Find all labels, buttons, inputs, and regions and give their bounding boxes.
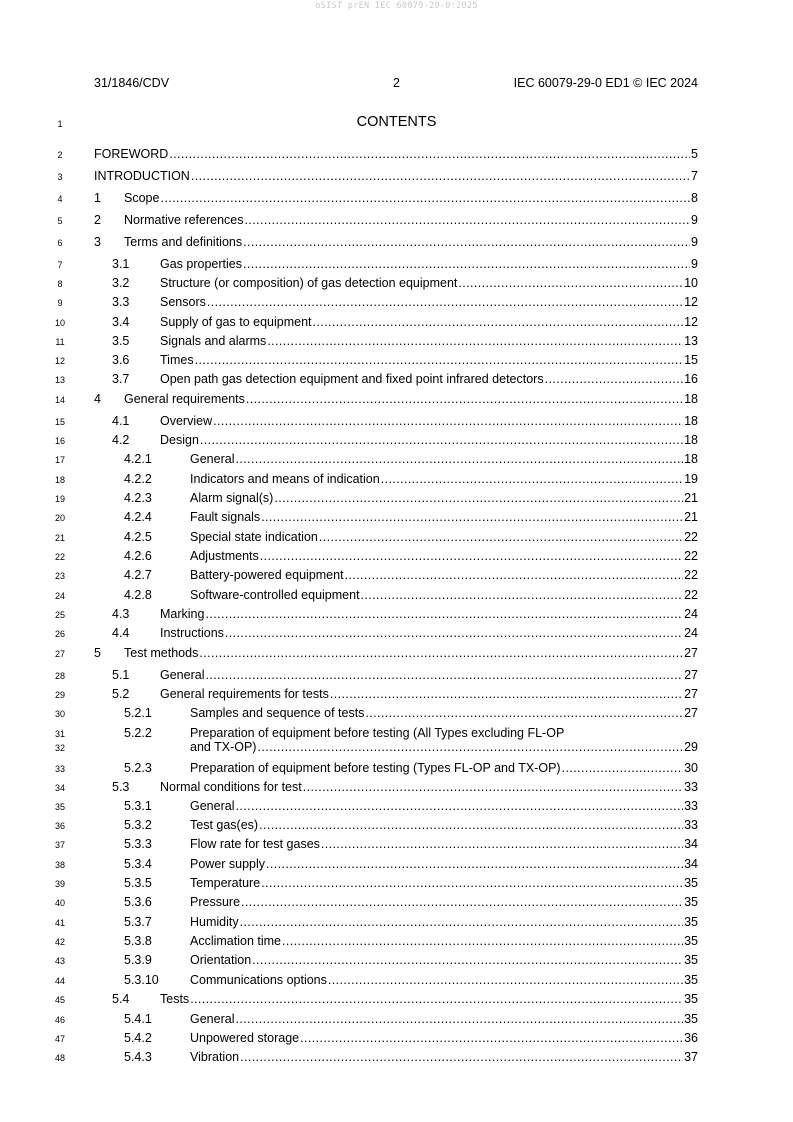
toc-entry[interactable]: [94, 894, 698, 910]
toc-entry-label: Software-controlled equipment: [190, 588, 360, 602]
toc-dot-leader: [345, 567, 684, 583]
toc-entry[interactable]: [94, 952, 698, 968]
toc-entry-label: Marking: [160, 607, 205, 621]
toc-entry-page: 7: [691, 169, 698, 183]
line-number: 34: [54, 783, 65, 793]
toc-entry[interactable]: [94, 933, 698, 949]
toc-entry-label: and TX-OP): [190, 740, 257, 754]
toc-entry-page: 35: [684, 953, 698, 967]
line-number: 7: [57, 260, 63, 270]
toc-entry-page: 35: [684, 934, 698, 948]
toc-entry-page: 22: [684, 530, 698, 544]
toc-dot-leader: [243, 234, 690, 250]
toc-entry-page: 18: [684, 414, 698, 428]
toc-entry-number: 5.3.1: [124, 799, 152, 813]
toc-entry-label: General: [190, 1012, 235, 1026]
line-number: 36: [54, 821, 65, 831]
toc-dot-leader: [225, 625, 683, 641]
toc-entry-page: 27: [684, 668, 698, 682]
toc-entry-number: 5.2.2: [124, 726, 152, 740]
toc-entry-number: 3.5: [112, 334, 130, 348]
toc-entry[interactable]: [94, 760, 698, 776]
toc-dot-leader: [246, 391, 683, 407]
toc-dot-leader: [195, 352, 684, 368]
toc-entry-page: 12: [684, 315, 698, 329]
toc-entry[interactable]: [94, 1030, 698, 1046]
toc-entry-label: Supply of gas to equipment: [160, 315, 312, 329]
line-number: 21: [54, 533, 65, 543]
toc-entry[interactable]: [94, 294, 698, 310]
toc-entry-page: 33: [684, 818, 698, 832]
toc-entry-page: 33: [684, 799, 698, 813]
toc-entry-number: 5.3.5: [124, 876, 152, 890]
toc-entry[interactable]: [94, 190, 698, 206]
line-number: 27: [54, 649, 65, 659]
toc-entry[interactable]: [94, 587, 698, 603]
toc-entry-page: 5: [691, 147, 698, 161]
toc-dot-leader: [241, 894, 683, 910]
toc-entry-continuation[interactable]: [190, 739, 698, 755]
toc-entry-page: 24: [684, 607, 698, 621]
toc-entry-page: 35: [684, 915, 698, 929]
toc-entry-label: Samples and sequence of tests: [190, 706, 365, 720]
toc-dot-leader: [235, 451, 683, 467]
toc-entry-page: 15: [684, 353, 698, 367]
line-number: 16: [54, 436, 65, 446]
toc-dot-leader: [274, 490, 683, 506]
toc-entry[interactable]: [94, 352, 698, 368]
line-number: 38: [54, 860, 65, 870]
toc-entry-page: 35: [684, 992, 698, 1006]
toc-dot-leader: [330, 686, 683, 702]
toc-entry-label: Communications options: [190, 973, 327, 987]
toc-entry[interactable]: [94, 817, 698, 833]
toc-entry-number: 5.2.1: [124, 706, 152, 720]
toc-dot-leader: [458, 275, 683, 291]
toc-entry-label: Humidity: [190, 915, 239, 929]
toc-entry-page: 35: [684, 973, 698, 987]
toc-entry-number: 5.3.3: [124, 837, 152, 851]
toc-entry-number: 3.6: [112, 353, 130, 367]
toc-entry[interactable]: [94, 856, 698, 872]
line-number: 17: [54, 455, 65, 465]
toc-dot-leader: [240, 1049, 683, 1065]
toc-entry[interactable]: [94, 333, 698, 349]
toc-entry[interactable]: [94, 991, 698, 1007]
toc-entry[interactable]: [94, 798, 698, 814]
toc-entry-number: 5.3: [112, 780, 130, 794]
toc-entry-page: 35: [684, 895, 698, 909]
toc-entry-number: 4.2.3: [124, 491, 152, 505]
toc-dot-leader: [205, 606, 683, 622]
toc-entry-label: Adjustments: [190, 549, 259, 563]
line-number: 42: [54, 937, 65, 947]
toc-entry-label: Times: [160, 353, 194, 367]
toc-entry-label: Acclimation time: [190, 934, 281, 948]
toc-entry-page: 22: [684, 588, 698, 602]
line-number: 41: [54, 918, 65, 928]
contents-title: CONTENTS: [356, 114, 437, 130]
line-number: 4: [57, 194, 63, 204]
toc-entry[interactable]: [94, 256, 698, 272]
document-watermark: oSIST prEN IEC 60079-29-0:2025: [315, 1, 478, 11]
toc-dot-leader: [260, 548, 683, 564]
toc-entry-page: 16: [684, 372, 698, 386]
toc-entry-number: 2: [94, 213, 101, 227]
toc-dot-leader: [243, 256, 690, 272]
line-number: 6: [57, 238, 63, 248]
toc-entry-page: 9: [691, 213, 698, 227]
toc-entry[interactable]: [94, 1011, 698, 1027]
header-page-number: 2: [393, 76, 400, 90]
toc-dot-leader: [282, 933, 683, 949]
toc-dot-leader: [257, 739, 683, 755]
toc-entry-page: 9: [691, 257, 698, 271]
toc-entry-page: 34: [684, 857, 698, 871]
toc-entry-page: 19: [684, 472, 698, 486]
toc-entry-number: 4.2.5: [124, 530, 152, 544]
toc-entry-number: 5.3.4: [124, 857, 152, 871]
toc-entry-number: 5.4.1: [124, 1012, 152, 1026]
toc-entry-label: Flow rate for test gases: [190, 837, 320, 851]
toc-dot-leader: [328, 972, 683, 988]
toc-entry[interactable]: [94, 314, 698, 330]
header-document-reference: 31/1846/CDV: [94, 76, 170, 90]
toc-entry-number: 5.3.9: [124, 953, 152, 967]
toc-entry-number: 5.4.2: [124, 1031, 152, 1045]
toc-dot-leader: [160, 190, 690, 206]
line-number: 5: [57, 216, 63, 226]
toc-entry-label: Battery-powered equipment: [190, 568, 344, 582]
line-number: 31: [54, 729, 65, 739]
line-number: 13: [54, 375, 65, 385]
toc-entry-number: 4.2.6: [124, 549, 152, 563]
toc-entry-page: 37: [684, 1050, 698, 1064]
toc-entry-page: 9: [691, 235, 698, 249]
toc-dot-leader: [199, 645, 683, 661]
toc-entry-label: Signals and alarms: [160, 334, 267, 348]
line-number: 25: [54, 610, 65, 620]
line-number: 35: [54, 802, 65, 812]
toc-entry[interactable]: [94, 567, 698, 583]
toc-entry[interactable]: [94, 371, 698, 387]
toc-entry[interactable]: [94, 914, 698, 930]
toc-dot-leader: [213, 413, 683, 429]
line-number: 46: [54, 1015, 65, 1025]
line-number: 45: [54, 995, 65, 1005]
line-number: 18: [54, 475, 65, 485]
toc-entry-label: Design: [160, 433, 199, 447]
toc-entry[interactable]: [94, 686, 698, 702]
toc-dot-leader: [321, 836, 683, 852]
line-number: 8: [57, 279, 63, 289]
toc-entry-page: 29: [684, 740, 698, 754]
toc-dot-leader: [562, 760, 684, 776]
toc-entry[interactable]: [94, 146, 698, 162]
toc-entry-label: Unpowered storage: [190, 1031, 300, 1045]
toc-entry-label: Structure (or composition) of gas detection equipment: [160, 276, 458, 290]
toc-entry-number: 5.4.3: [124, 1050, 152, 1064]
line-number: 30: [54, 709, 65, 719]
toc-entry[interactable]: [94, 1049, 698, 1065]
line-number: 24: [54, 591, 65, 601]
toc-entry-page: 12: [684, 295, 698, 309]
toc-dot-leader: [361, 587, 684, 603]
toc-entry[interactable]: [94, 275, 698, 291]
line-number: 11: [55, 337, 65, 347]
toc-entry-number: 3: [94, 235, 101, 249]
toc-dot-leader: [267, 333, 683, 349]
toc-entry-page: 18: [684, 392, 698, 406]
line-number: 9: [57, 298, 63, 308]
line-number: 3: [57, 172, 63, 182]
line-number: 14: [54, 395, 65, 405]
toc-entry-page: 18: [684, 452, 698, 466]
line-number: 28: [54, 671, 65, 681]
toc-dot-leader: [261, 509, 683, 525]
line-number: 10: [54, 318, 65, 328]
toc-entry-label: Open path gas detection equipment and fixed point infrared detectors: [160, 372, 544, 386]
toc-entry-page: 18: [684, 433, 698, 447]
toc-entry[interactable]: [94, 413, 698, 429]
toc-entry-page: 22: [684, 568, 698, 582]
toc-entry-number: 3.7: [112, 372, 130, 386]
toc-entry-page: 24: [684, 626, 698, 640]
toc-entry[interactable]: [94, 451, 698, 467]
toc-dot-leader: [319, 529, 683, 545]
line-number: 44: [54, 976, 65, 986]
toc-entry[interactable]: [94, 548, 698, 564]
toc-entry-label: Alarm signal(s): [190, 491, 274, 505]
toc-entry-number: 4.4: [112, 626, 130, 640]
toc-entry-label: Normal conditions for test: [160, 780, 302, 794]
toc-entry[interactable]: [94, 667, 698, 683]
toc-dot-leader: [300, 1030, 683, 1046]
toc-entry-label: General requirements for tests: [160, 687, 329, 701]
toc-dot-leader: [200, 432, 683, 448]
toc-dot-leader: [365, 705, 683, 721]
toc-dot-leader: [266, 856, 683, 872]
toc-entry-label: Test methods: [124, 646, 199, 660]
toc-entry-number: 4: [94, 392, 101, 406]
toc-dot-leader: [259, 817, 683, 833]
toc-entry-label: Indicators and means of indication: [190, 472, 380, 486]
toc-entry-number: 1: [94, 191, 101, 205]
toc-entry-label: Gas properties: [160, 257, 242, 271]
toc-entry[interactable]: [94, 234, 698, 250]
toc-dot-leader: [545, 371, 684, 387]
line-number: 33: [54, 764, 65, 774]
toc-entry-number: 5.2.3: [124, 761, 152, 775]
toc-dot-leader: [169, 146, 690, 162]
line-number: 15: [54, 417, 65, 427]
toc-entry-label: General requirements: [124, 392, 245, 406]
line-number: 32: [54, 743, 65, 753]
toc-entry-page: 21: [684, 510, 698, 524]
toc-entry-label: Overview: [160, 414, 213, 428]
toc-entry-number: 5.3.6: [124, 895, 152, 909]
toc-entry-page: 21: [684, 491, 698, 505]
toc-entry-label: Vibration: [190, 1050, 240, 1064]
toc-entry-label: Scope: [124, 191, 160, 205]
line-number: 47: [54, 1034, 65, 1044]
toc-entry-label: Preparation of equipment before testing (All Types excluding FL-OP: [190, 726, 565, 740]
toc-entry-page: 33: [684, 780, 698, 794]
line-number: 26: [54, 629, 65, 639]
toc-entry-label: Power supply: [190, 857, 266, 871]
line-number: 22: [54, 552, 65, 562]
toc-entry-number: 3.4: [112, 315, 130, 329]
toc-entry-number: 4.3: [112, 607, 130, 621]
toc-entry[interactable]: [94, 212, 698, 228]
toc-dot-leader: [191, 168, 690, 184]
toc-dot-leader: [207, 294, 683, 310]
toc-entry-label: Fault signals: [190, 510, 261, 524]
toc-entry-page: 8: [691, 191, 698, 205]
toc-entry-label: Terms and definitions: [124, 235, 243, 249]
toc-entry-label: Special state indication: [190, 530, 318, 544]
toc-entry-page: 34: [684, 837, 698, 851]
toc-entry-label: General: [190, 452, 235, 466]
toc-entry-number: 5.3.8: [124, 934, 152, 948]
toc-entry-page: 35: [684, 1012, 698, 1026]
toc-dot-leader: [205, 667, 683, 683]
line-number: 39: [54, 879, 65, 889]
toc-entry-number: 5.3.2: [124, 818, 152, 832]
toc-entry-label: Instructions: [160, 626, 224, 640]
toc-entry-number: 5: [94, 646, 101, 660]
toc-entry-number: 4.2.7: [124, 568, 152, 582]
toc-entry-label: Sensors: [160, 295, 206, 309]
toc-dot-leader: [235, 1011, 683, 1027]
toc-entry-number: 5.2: [112, 687, 130, 701]
line-number: 37: [54, 840, 65, 850]
toc-entry[interactable]: [94, 875, 698, 891]
toc-entry-number: 5.3.7: [124, 915, 152, 929]
toc-entry-number: 4.2.4: [124, 510, 152, 524]
toc-dot-leader: [240, 914, 683, 930]
toc-entry-number: 4.2.8: [124, 588, 152, 602]
line-number: 40: [54, 898, 65, 908]
toc-dot-leader: [303, 779, 683, 795]
line-number: 43: [54, 956, 65, 966]
toc-entry-number: 3.1: [112, 257, 130, 271]
toc-entry[interactable]: [94, 490, 698, 506]
toc-entry-label: Test gas(es): [190, 818, 259, 832]
toc-entry-page: 13: [684, 334, 698, 348]
toc-entry-number: 5.4: [112, 992, 130, 1006]
toc-entry[interactable]: [94, 606, 698, 622]
toc-entry-label: Tests: [160, 992, 190, 1006]
toc-entry-label: General: [160, 668, 205, 682]
line-number: 19: [54, 494, 65, 504]
toc-entry[interactable]: [94, 168, 698, 184]
toc-entry-number: 3.2: [112, 276, 130, 290]
line-number: 12: [54, 356, 65, 366]
toc-entry-number: 3.3: [112, 295, 130, 309]
toc-dot-leader: [381, 471, 683, 487]
toc-entry-number: 5.3.10: [124, 973, 159, 987]
toc-entry-number: 4.2: [112, 433, 130, 447]
line-number: 1: [57, 119, 63, 129]
toc-entry[interactable]: [94, 625, 698, 641]
toc-entry-number: 5.1: [112, 668, 130, 682]
toc-entry[interactable]: [94, 645, 698, 661]
toc-entry-page: 27: [684, 706, 698, 720]
toc-entry-label: Preparation of equipment before testing (Types FL-OP and TX-OP): [190, 761, 561, 775]
line-number: 23: [54, 571, 65, 581]
toc-entry-page: 10: [684, 276, 698, 290]
toc-entry-page: 36: [684, 1031, 698, 1045]
toc-entry-label: Orientation: [190, 953, 252, 967]
toc-entry[interactable]: [94, 972, 698, 988]
toc-entry[interactable]: [94, 779, 698, 795]
toc-entry[interactable]: [94, 432, 698, 448]
toc-dot-leader: [313, 314, 684, 330]
toc-entry-label: INTRODUCTION: [94, 169, 190, 183]
toc-entry-page: 27: [684, 687, 698, 701]
line-number: 2: [57, 150, 63, 160]
toc-dot-leader: [252, 952, 683, 968]
header-standard-id: IEC 60079-29-0 ED1 © IEC 2024: [513, 76, 698, 90]
toc-entry[interactable]: [94, 529, 698, 545]
toc-entry[interactable]: [94, 509, 698, 525]
toc-dot-leader: [235, 798, 683, 814]
toc-entry-label: FOREWORD: [94, 147, 169, 161]
toc-entry[interactable]: [94, 471, 698, 487]
toc-entry[interactable]: [94, 391, 698, 407]
toc-entry-page: 27: [684, 646, 698, 660]
toc-entry-label: Normative references: [124, 213, 244, 227]
toc-entry-page: 30: [684, 761, 698, 775]
toc-dot-leader: [261, 875, 683, 891]
line-number: 48: [54, 1053, 65, 1063]
toc-entry[interactable]: [94, 705, 698, 721]
toc-entry-label: Pressure: [190, 895, 241, 909]
toc-entry-label: General: [190, 799, 235, 813]
toc-entry-number: 4.2.2: [124, 472, 152, 486]
toc-dot-leader: [245, 212, 691, 228]
toc-entry-page: 35: [684, 876, 698, 890]
toc-entry-page: 22: [684, 549, 698, 563]
toc-dot-leader: [190, 991, 683, 1007]
line-number: 29: [54, 690, 65, 700]
line-number: 20: [54, 513, 65, 523]
toc-entry-number: 4.1: [112, 414, 130, 428]
toc-entry-label: Temperature: [190, 876, 261, 890]
toc-entry-number: 4.2.1: [124, 452, 152, 466]
toc-entry[interactable]: [94, 836, 698, 852]
